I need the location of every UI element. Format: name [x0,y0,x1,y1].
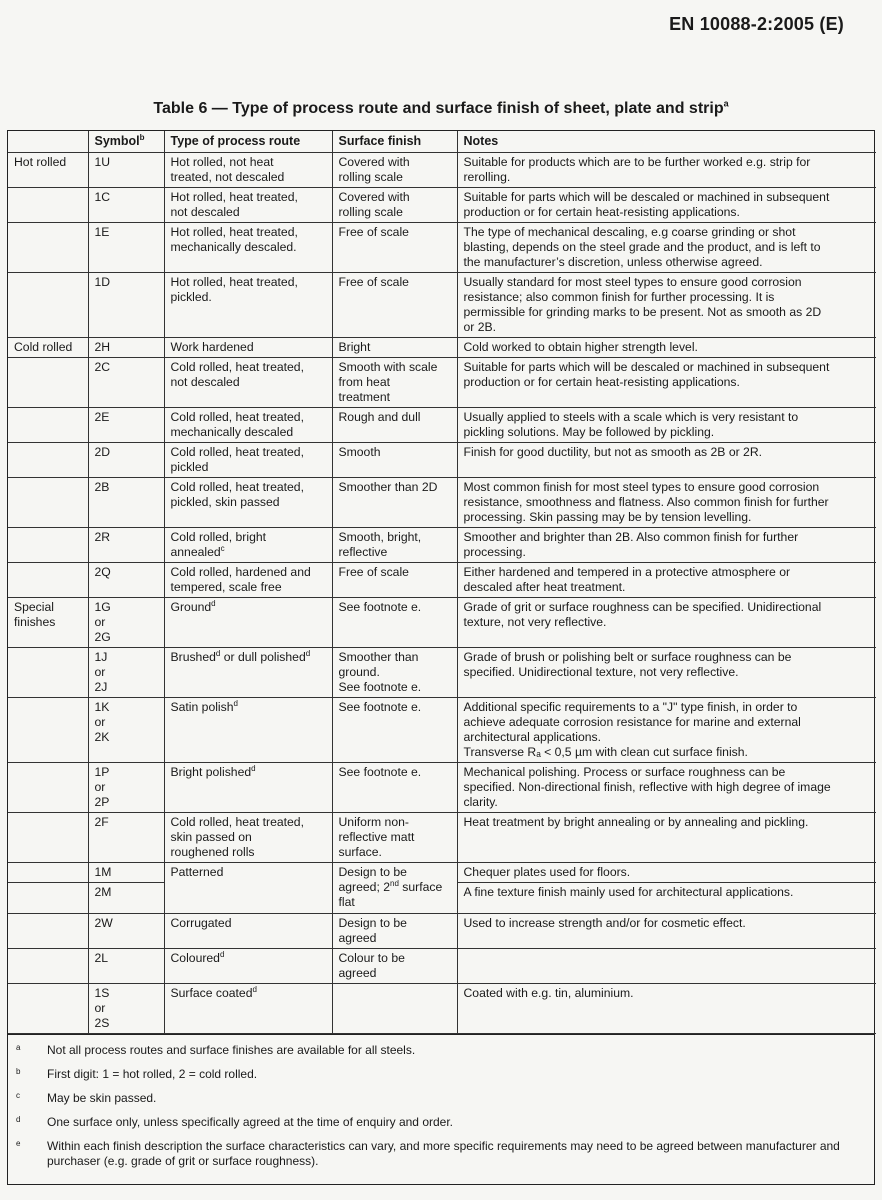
footnote [16,1067,866,1082]
finish-cell: Smooth with scale from heat treatment [332,358,457,408]
route-cell: Patterned [164,863,332,914]
finish-cell: Covered with rolling scale [332,188,457,223]
finish-cell: Smooth [332,443,457,478]
table-title [0,100,882,118]
table-row [8,813,876,863]
route-cell: Cold rolled, hardened and tempered, scale free [164,563,332,598]
route-cell: Hot rolled, heat treated, mechanically descaled. [164,223,332,273]
group-continuation [8,528,88,563]
footnote-text: One surface only, unless specifically agreed at the time of enquiry and order. [47,1115,454,1129]
header-row [8,131,876,153]
group-continuation [8,883,88,914]
finish-cell: See footnote e. [332,698,457,763]
route-cell: Brushed$^d$ or dull polished$^d$ [164,648,332,698]
footnote-text: Not all process routes and surface finishes are available for all steels. [47,1043,416,1057]
footnote-mark: e [16,1139,21,1148]
group-special-finishes: Special finishes [8,598,88,648]
route-cell: Corrugated [164,914,332,949]
table-frame [7,130,875,1185]
table-row [8,598,876,648]
finish-cell: Design to be agreed; 2nd surface flat [332,863,457,914]
symbol-cell: 2E [88,408,164,443]
finish-cell: Design to be agreed [332,914,457,949]
table-row [8,698,876,763]
route-cell: Hot rolled, not heat treated, not descaled [164,153,332,188]
symbol-cell: 1S or 2S [88,984,164,1034]
route-cell: Cold rolled, heat treated, pickled, skin passed [164,478,332,528]
finish-header: Surface finish [332,131,457,153]
finish-cell: Free of scale [332,273,457,338]
footnote-mark: a [16,1043,21,1052]
symbol-cell: 1M [88,863,164,883]
finish-cell: Smooth, bright, reflective [332,528,457,563]
notes-cell: Grade of grit or surface roughness can be specified. Unidirectional texture, not very reflective. [457,598,876,648]
footnote-mark: c [16,1091,20,1100]
finish-cell: Colour to be agreed [332,949,457,984]
group-continuation [8,223,88,273]
table-row [8,153,876,188]
table-row [8,443,876,478]
table-row [8,528,876,563]
symbol-cell: 1K or 2K [88,698,164,763]
group-continuation [8,478,88,528]
finish-cell: See footnote e. [332,763,457,813]
group-continuation [8,443,88,478]
group-continuation [8,273,88,338]
group-continuation [8,949,88,984]
route-cell: Cold rolled, heat treated, pickled [164,443,332,478]
group-cold-rolled: Cold rolled [8,338,88,358]
symbol-cell: 1C [88,188,164,223]
notes-cell: Mechanical polishing. Process or surface roughness can be specified. Non-directional finish, reflective with high degree of image clarity. [457,763,876,813]
route-cell: Cold rolled, heat treated, mechanically descaled [164,408,332,443]
notes-cell: A fine texture finish mainly used for architectural applications. [457,883,876,914]
route-cell: Hot rolled, heat treated, pickled. [164,273,332,338]
group-hot-rolled: Hot rolled [8,153,88,188]
group-continuation [8,648,88,698]
symbol-cell: 1P or 2P [88,763,164,813]
footnotes [8,1034,874,1184]
route-cell: Work hardened [164,338,332,358]
footnote-mark: d [16,1115,21,1124]
route-cell: Surface coated$^d$ [164,984,332,1034]
group-continuation [8,984,88,1034]
symbol-cell: 2W [88,914,164,949]
notes-cell: Suitable for parts which will be descaled or machined in subsequent production or for certain heat-resisting applications. [457,188,876,223]
group-header [8,131,88,153]
table-row [8,338,876,358]
symbol-cell: 2M [88,883,164,914]
notes-cell: Coated with e.g. tin, aluminium. [457,984,876,1034]
notes-cell: Used to increase strength and/or for cosmetic effect. [457,914,876,949]
table-row [8,188,876,223]
notes-cell: Finish for good ductility, but not as smooth as 2B or 2R. [457,443,876,478]
finish-cell [332,984,457,1034]
table-row [8,863,876,883]
notes-cell: Most common finish for most steel types to ensure good corrosion resistance, smoothness and flatness. Also common finish for further processing. Skin passing may be by tension levelling. [457,478,876,528]
finish-cell: Uniform non- reflective matt surface. [332,813,457,863]
route-cell: Cold rolled, heat treated, skin passed on roughened rolls [164,813,332,863]
symbol-cell: 1U [88,153,164,188]
group-continuation [8,813,88,863]
group-continuation [8,863,88,883]
table-row [8,648,876,698]
table-row [8,984,876,1034]
notes-cell: Grade of brush or polishing belt or surface roughness can be specified. Unidirectional texture, not very reflective. [457,648,876,698]
group-continuation [8,188,88,223]
process-route-table [8,131,876,1034]
footnote [16,1091,866,1106]
table-row [8,358,876,408]
finish-cell: Smoother than 2D [332,478,457,528]
footnote-text: May be skin passed. [47,1091,157,1105]
notes-cell: Additional specific requirements to a "J" type finish, in order to achieve adequate corrosion resistance for marine and external architectural applications. Transverse Rₐ < 0,5 µm with clean cut surface finish. [457,698,876,763]
group-continuation [8,914,88,949]
symbol-cell: 1D [88,273,164,338]
table-row [8,949,876,984]
route-cell: Ground$^d$ [164,598,332,648]
footnote-text: Within each finish description the surface characteristics can vary, and more specific requirements may need to be agreed between manufacturer and purchaser (e.g. grade of grit or surface roughness). [47,1139,840,1168]
footnote [16,1043,866,1058]
symbol-cell: 1J or 2J [88,648,164,698]
symbol-cell: 2Q [88,563,164,598]
notes-cell: Chequer plates used for floors. [457,863,876,883]
notes-cell: Suitable for parts which will be descaled or machined in subsequent production or for certain heat-resisting applications. [457,358,876,408]
notes-cell: Either hardened and tempered in a protective atmosphere or descaled after heat treatment. [457,563,876,598]
symbol-cell: 2B [88,478,164,528]
table-row [8,273,876,338]
finish-cell: Smoother than ground. See footnote e. [332,648,457,698]
notes-cell: Cold worked to obtain higher strength level. [457,338,876,358]
symbol-cell: 2C [88,358,164,408]
symbol-cell: 2F [88,813,164,863]
footnote [16,1115,866,1130]
table-row [8,478,876,528]
group-continuation [8,763,88,813]
symbol-header: Symbol$^b$ [88,131,164,153]
finish-cell: Bright [332,338,457,358]
table-row [8,763,876,813]
symbol-cell: 1E [88,223,164,273]
symbol-cell: 2L [88,949,164,984]
finish-cell: Rough and dull [332,408,457,443]
route-cell: Cold rolled, heat treated, not descaled [164,358,332,408]
symbol-cell: 2R [88,528,164,563]
footnote-mark: b [16,1067,21,1076]
table-row [8,914,876,949]
finish-cell: Covered with rolling scale [332,153,457,188]
table-title-footnote-mark: a [723,98,729,109]
group-continuation [8,358,88,408]
symbol-cell: 1G or 2G [88,598,164,648]
table-row [8,408,876,443]
standard-reference: EN 10088-2:2005 (E) [669,14,844,34]
notes-header: Notes [457,131,876,153]
route-cell: Cold rolled, bright annealed$^c$ [164,528,332,563]
notes-cell: Smoother and brighter than 2B. Also common finish for further processing. [457,528,876,563]
route-cell: Satin polish$^d$ [164,698,332,763]
table-row [8,563,876,598]
table-row [8,223,876,273]
group-continuation [8,698,88,763]
route-cell: Hot rolled, heat treated, not descaled [164,188,332,223]
route-cell: Coloured$^d$ [164,949,332,984]
notes-cell: Suitable for products which are to be further worked e.g. strip for rerolling. [457,153,876,188]
notes-cell [457,949,876,984]
route-header: Type of process route [164,131,332,153]
finish-cell: Free of scale [332,563,457,598]
symbol-cell: 2D [88,443,164,478]
finish-cell: See footnote e. [332,598,457,648]
group-continuation [8,563,88,598]
route-cell: Bright polished$^d$ [164,763,332,813]
footnote [16,1139,866,1169]
notes-cell: Heat treatment by bright annealing or by annealing and pickling. [457,813,876,863]
notes-cell: Usually standard for most steel types to ensure good corrosion resistance; also common finish for further processing. It is permissible for grinding marks to be present. Not as smooth as 2D or 2B. [457,273,876,338]
notes-cell: The type of mechanical descaling, e.g coarse grinding or shot blasting, depends on the steel grade and the product, and is left to the manufacturer’s discretion, unless otherwise agreed. [457,223,876,273]
group-continuation [8,408,88,443]
table-title-text: Table 6 — Type of process route and surface finish of sheet, plate and strip [153,100,724,117]
notes-cell: Usually applied to steels with a scale which is very resistant to pickling solutions. May be followed by pickling. [457,408,876,443]
symbol-cell: 2H [88,338,164,358]
finish-cell: Free of scale [332,223,457,273]
footnote-text: First digit: 1 = hot rolled, 2 = cold rolled. [47,1067,258,1081]
